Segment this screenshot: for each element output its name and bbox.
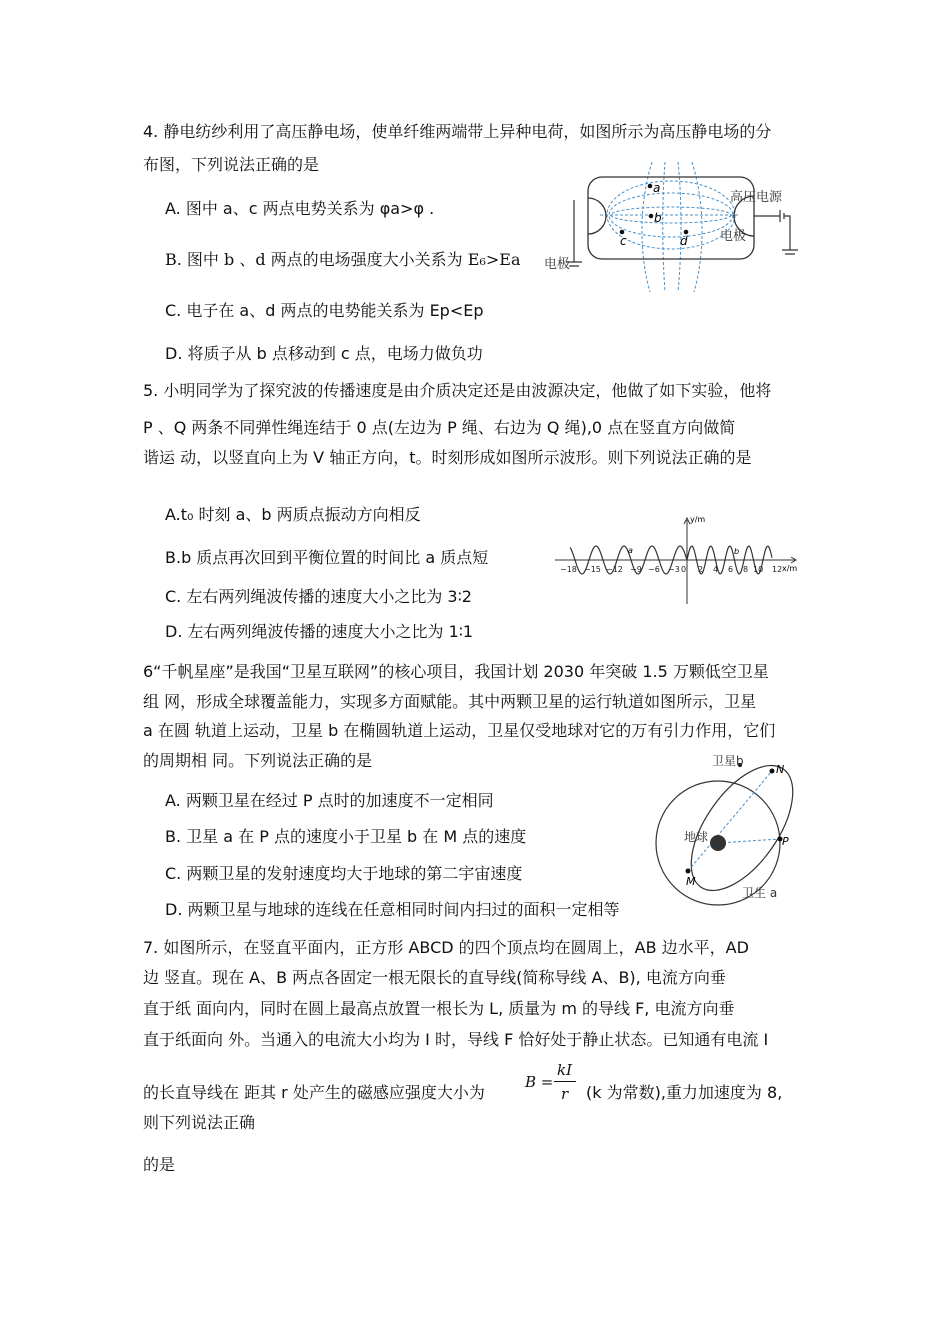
q5-point-a: a (628, 546, 633, 555)
q5-tick-12: 12 (772, 565, 783, 574)
q4-option-d: D. 将质子从 b 点移动到 c 点，电场力做负功 (165, 344, 483, 363)
q6-point-n: N (776, 763, 785, 776)
q5-tick-10: 10 (753, 565, 764, 574)
q6-stem-line-1: 6“千帆星座”是我国“卫星互联网”的核心项目，我国计划 2030 年突破 1.5 万颗低空卫星 (143, 662, 769, 681)
q6-stem-line-2: 组 网，形成全球覆盖能力，实现多方面赋能。其中两颗卫星的运行轨道如图所示，卫星 (143, 692, 757, 711)
q7-stem-line-6: 则下列说法正确 (143, 1113, 256, 1132)
q4-electrode-right-label: 电极 (720, 229, 747, 244)
q6-stem-line-4: 的周期相 同。下列说法正确的是 (143, 751, 373, 770)
q6-stem-line-3: a 在圆 轨道上运动，卫星 b 在椭圆轨道上运动，卫星仅受地球对它的万有引力作用，它们 (143, 721, 776, 740)
q5-stem-line-3: 谐运 动，以竖直向上为 V 轴正方向，t。时刻形成如图所示波形。则下列说法正确的是 (143, 448, 752, 467)
q4-point-c: c (620, 234, 627, 248)
q7-stem-line-5a: 的长直导线在 距其 r 处产生的磁感应强度大小为 (143, 1083, 485, 1102)
q7-stem-line-5b: (k 为常数),重力加速度为 8, (586, 1083, 783, 1102)
q4-stem-line-2: 布图，下列说法正确的是 (143, 155, 320, 174)
q4-option-a: A. 图中 a、c 两点电势关系为 φa>φ . (165, 199, 435, 218)
q6-satellite-a-label: 卫生 a (742, 886, 778, 900)
q5-tick-m6: −6 (648, 565, 660, 574)
q5-tick-m9: −9 (630, 565, 642, 574)
q7-stem-line-1: 7. 如图所示，在竖直平面内，正方形 ABCD 的四个顶点均在圆周上，AB 边水平，AD (143, 938, 749, 957)
q7-formula-lhs: B = (525, 1073, 554, 1091)
q5-tick-m12: −12 (606, 565, 623, 574)
q4-point-b: b (654, 211, 662, 225)
q6-earth-label: 地球 (684, 830, 709, 844)
q7-formula-denominator: r (561, 1085, 569, 1103)
q5-stem-line-2: P 、Q 两条不同弹性绳连结于 0 点(左边为 P 绳、右边为 Q 绳),0 点在竖直方向做简 (143, 418, 736, 437)
q5-x-axis-label: x/m (782, 564, 798, 573)
q6-option-c: C. 两颗卫星的发射速度均大于地球的第二宇宙速度 (165, 864, 523, 883)
q4-electrode-left-label: 电极 (544, 257, 571, 272)
q5-tick-0: 0 (681, 565, 687, 574)
q5-point-b: b (734, 547, 740, 556)
q4-option-b: B. 图中 b 、d 两点的电场强度大小关系为 E₆>Ea (165, 250, 521, 269)
q4-stem-line-1: 4. 静电纺纱利用了高压静电场，使单纤维两端带上异种电荷，如图所示为高压静电场的分 (143, 122, 772, 141)
q6-option-a: A. 两颗卫星在经过 P 点时的加速度不一定相同 (165, 791, 494, 810)
q5-y-axis-label: y/m (690, 515, 706, 524)
q7-stem-line-3: 直于纸 面向内，同时在圆上最高点放置一根长为 L, 质量为 m 的导线 F, 电流方向垂 (143, 999, 735, 1018)
q5-tick-m15: −15 (584, 565, 601, 574)
q4-option-c: C. 电子在 a、d 两点的电势能关系为 Ep<Ep (165, 301, 484, 320)
q5-tick-2: 2 (698, 565, 704, 574)
q6-satellite-b-label: 卫星b (712, 754, 744, 768)
q7-formula-numerator: kI (557, 1061, 573, 1079)
q5-tick-8: 8 (743, 565, 749, 574)
q4-electric-field-figure (540, 160, 800, 295)
q5-stem-line-1: 5. 小明同学为了探究波的传播速度是由介质决定还是由波源决定，他做了如下实验，他将 (143, 381, 772, 400)
q6-point-m: M (686, 875, 696, 888)
q4-point-d: d (680, 234, 688, 248)
q5-tick-m3: −3 (668, 565, 680, 574)
q5-option-d: D. 左右两列绳波传播的速度大小之比为 1∶1 (165, 622, 474, 641)
q6-point-p: P (782, 835, 789, 848)
q5-option-c: C. 左右两列绳波传播的速度大小之比为 3∶2 (165, 587, 472, 606)
q5-tick-4: 4 (713, 565, 719, 574)
q5-wave-figure (550, 512, 800, 607)
q7-stem-line-4: 直于纸面向 外。当通入的电流大小均为 I 时，导线 F 恰好处于静止状态。已知通有电流 I (143, 1030, 769, 1049)
q5-tick-6: 6 (728, 565, 734, 574)
q5-tick-m18: −18 (560, 565, 577, 574)
q6-option-b: B. 卫星 a 在 P 点的速度小于卫星 b 在 M 点的速度 (165, 827, 527, 846)
q6-option-d: D. 两颗卫星与地球的连线在任意相同时间内扫过的面积一定相等 (165, 900, 620, 919)
q5-option-b: B.b 质点再次回到平衡位置的时间比 a 质点短 (165, 548, 489, 567)
q7-stem-line-7: 的是 (143, 1155, 176, 1174)
q7-formula-fraction-bar (554, 1081, 576, 1082)
q4-power-label: 高压电源 (730, 190, 783, 205)
q4-point-a: a (653, 181, 661, 195)
q7-stem-line-2: 边 竖直。现在 A、B 两点各固定一根无限长的直导线(简称导线 A、B), 电流方向垂 (143, 968, 726, 987)
q6-orbit-figure (650, 745, 800, 900)
q5-option-a: A.t₀ 时刻 a、b 两质点振动方向相反 (165, 505, 421, 524)
